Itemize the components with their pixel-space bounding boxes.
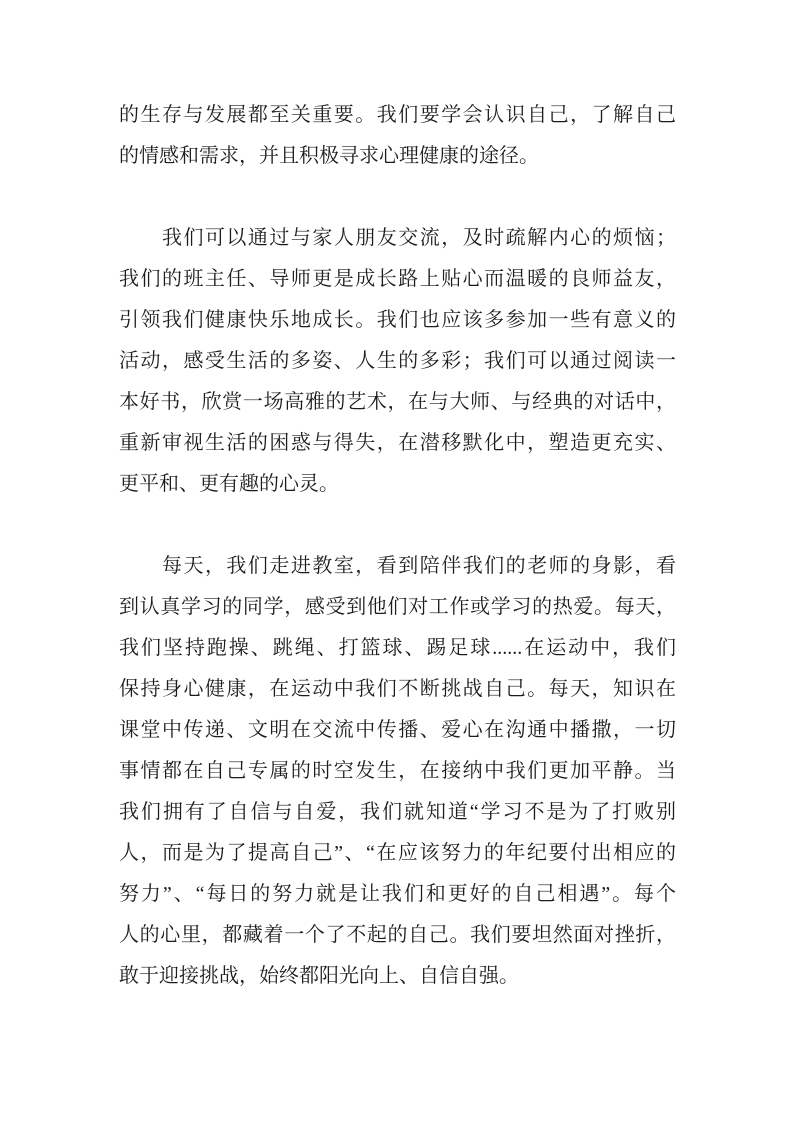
text-line: 敢于迎接挑战，始终都阳光向上、自信自强。	[119, 965, 519, 987]
text-line: 引领我们健康快乐地成长。我们也应该多参加一些有意义的	[119, 309, 676, 331]
paragraph	[119, 218, 676, 505]
text-line: 努力”、“每日的努力就是让我们和更好的自己相遇”。每个	[119, 883, 676, 905]
text-line: 每天，我们走进教室，看到陪伴我们的老师的身影，看	[162, 555, 676, 577]
text-line: 到认真学习的同学，感受到他们对工作或学习的热爱。每天，	[119, 596, 676, 618]
text-line: 更平和、更有趣的心灵。	[119, 473, 339, 495]
text-line: 我们拥有了自信与自爱，我们就知道“学习不是为了打败别	[119, 801, 676, 823]
text-line: 我们的班主任、导师更是成长路上贴心而温暖的良师益友，	[119, 268, 676, 290]
text-line: 人的心里，都藏着一个了不起的自己。我们要坦然面对挫折，	[119, 924, 676, 946]
text-line: 的情感和需求，并且积极寻求心理健康的途径。	[119, 145, 539, 167]
paragraph	[119, 95, 676, 177]
text-line: 本好书，欣赏一场高雅的艺术，在与大师、与经典的对话中，	[119, 391, 676, 413]
text-line: 我们坚持跑操、跳绳、打篮球、踢足球......在运动中，我们	[119, 637, 676, 659]
text-line: 人，而是为了提高自己”、“在应该努力的年纪要付出相应的	[119, 842, 676, 864]
text-line: 重新审视生活的困惑与得失，在潜移默化中，塑造更充实、	[119, 432, 676, 454]
text-line: 事情都在自己专属的时空发生，在接纳中我们更加平静。当	[119, 760, 676, 782]
text-line: 我们可以通过与家人朋友交流，及时疏解内心的烦恼；	[162, 227, 676, 249]
document-body	[119, 95, 676, 997]
text-line: 的生存与发展都至关重要。我们要学会认识自己，了解自己	[119, 104, 676, 126]
text-line: 课堂中传递、文明在交流中传播、爱心在沟通中播撒，一切	[119, 719, 676, 741]
text-line: 活动，感受生活的多姿、人生的多彩；我们可以通过阅读一	[119, 350, 676, 372]
text-line: 保持身心健康，在运动中我们不断挑战自己。每天，知识在	[119, 678, 676, 700]
paragraph	[119, 546, 676, 997]
